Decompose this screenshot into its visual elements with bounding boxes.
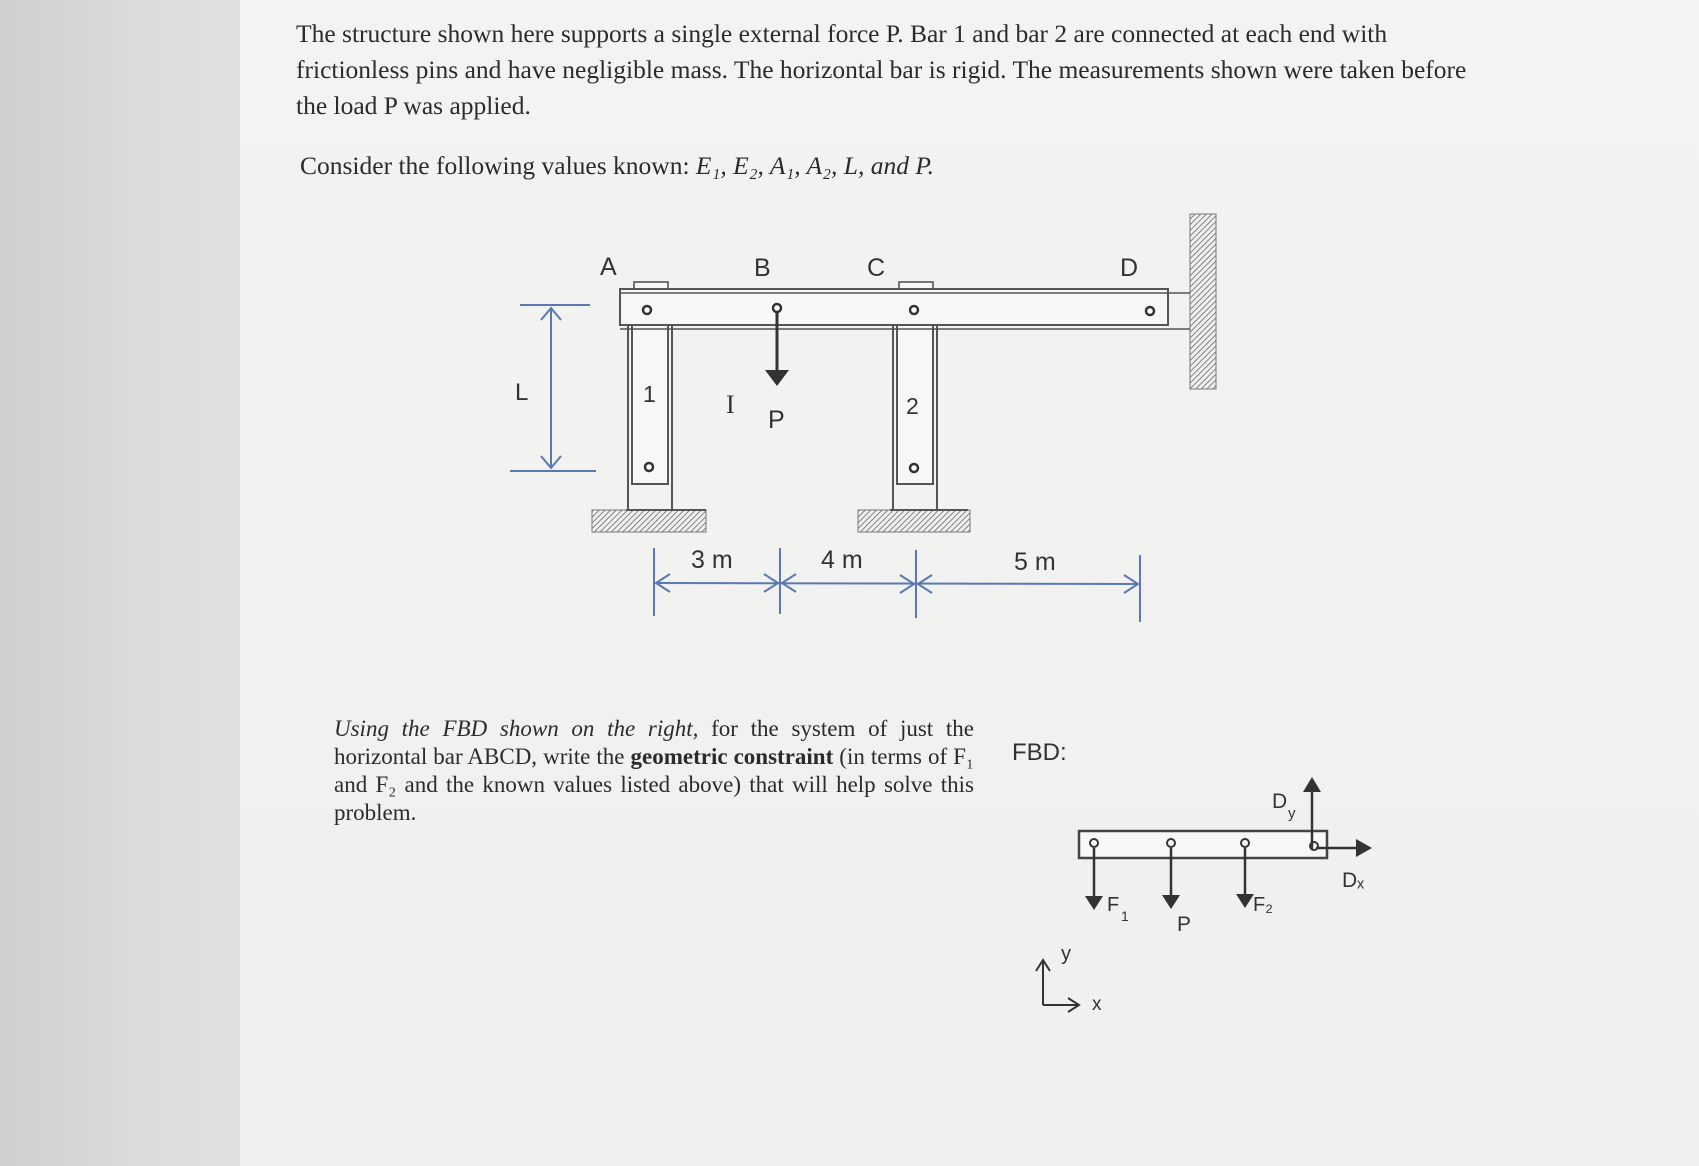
fbd-dy-label: Dy: [1272, 790, 1296, 822]
task-bold: geometric constraint: [630, 744, 834, 769]
task-text-2: (in terms of F₁ and F₂ and the known values listed above) that will help solve this problem.: [334, 744, 974, 825]
text-cursor-icon: I: [726, 390, 735, 419]
label-c: C: [867, 254, 886, 282]
pin-d: [1146, 307, 1154, 315]
fbd-title: FBD:: [1012, 739, 1067, 766]
known-symbols: E₁, E₂, A₁, A₂, L, and P.: [695, 151, 934, 180]
label-bar-2: 2: [906, 393, 919, 419]
pin-b: [773, 304, 781, 312]
pin-bar2-bottom: [910, 464, 918, 472]
known-prefix: Consider the following values known:: [300, 151, 696, 180]
label-b: B: [754, 254, 771, 282]
fbd-axis-x-label: x: [1092, 994, 1102, 1015]
fbd-bar: [1079, 831, 1327, 858]
pin-c: [910, 306, 918, 314]
pin-bar1-bottom: [645, 463, 653, 471]
fbd-dx-label: Dₓ: [1342, 869, 1365, 892]
fbd-p-label: P: [1177, 913, 1192, 936]
fbd-axes-icon: [1036, 960, 1079, 1012]
fbd-f2-label: F₂: [1253, 894, 1273, 916]
label-bar-1: 1: [643, 381, 656, 407]
dimension-4m: 4 m: [821, 546, 863, 574]
dimension-3m: 3 m: [691, 546, 733, 574]
label-l: L: [515, 379, 529, 406]
task-text-1: for the system of just the horizontal bar ABCD, write the: [334, 716, 974, 769]
fbd-axis-y-label: y: [1061, 943, 1071, 965]
label-d: D: [1120, 254, 1139, 282]
pin-a: [643, 306, 651, 314]
dimension-5m: 5 m: [1014, 548, 1056, 576]
ground-support-1: [592, 510, 706, 532]
task-italic: Using the FBD shown on the right,: [334, 716, 699, 741]
label-p: P: [768, 406, 785, 434]
problem-intro: The structure shown here supports a single external force P. Bar 1 and bar 2 are connected at each end with frictionless pins and have negligible mass. The horizontal bar is rigid. The measurements shown were taken before the load P was applied.: [296, 19, 1467, 120]
bar-1: [628, 322, 672, 510]
ground-support-2: [858, 510, 970, 532]
wall-support: [1190, 214, 1216, 389]
rigid-bar-abcd: [620, 282, 1190, 329]
label-a: A: [600, 253, 617, 281]
fbd-f1-label: F 1: [1107, 894, 1129, 924]
